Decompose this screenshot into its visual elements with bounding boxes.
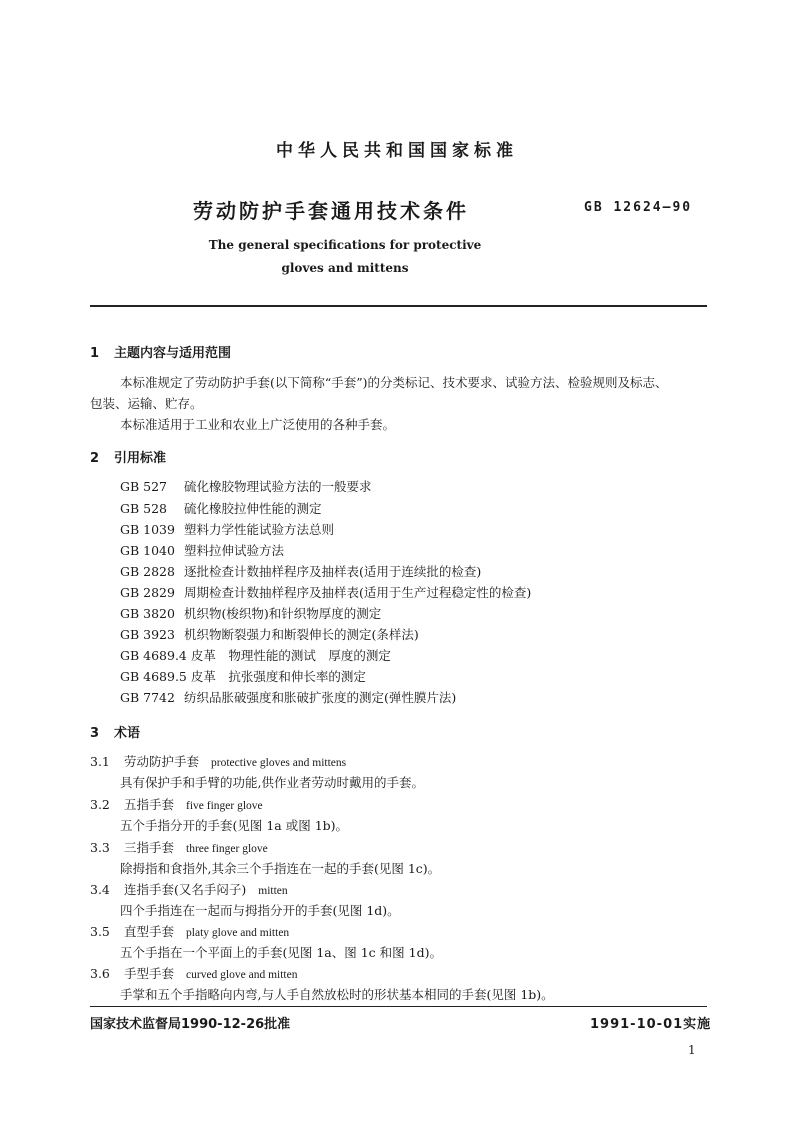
term-heading: 3.2 五指手套 five finger glove	[90, 797, 263, 812]
document-code: GB 12624—90	[584, 200, 693, 215]
term-heading: 3.4 连指手套(又名手闷子) mitten	[90, 882, 288, 897]
english-title-line1: The general specifications for protective	[208, 238, 482, 252]
section-1-paragraph-2: 本标准适用于工业和农业上广泛使用的各种手套。	[120, 417, 396, 432]
section-3-heading	[90, 722, 140, 741]
section-number: 2	[90, 451, 100, 466]
reference-item: GB 3923 机织物断裂强力和断裂伸长的测定(条样法)	[120, 627, 419, 642]
effective-date: 1991-10-01实施	[590, 1017, 712, 1032]
term-heading: 3.3 三指手套 three finger glove	[90, 840, 268, 855]
reference-item: GB 7742 纺织品胀破强度和胀破扩张度的测定(弹性膜片法)	[120, 690, 457, 705]
section-1-heading	[90, 342, 231, 361]
section-title: 引用标准	[114, 451, 167, 466]
term-definition: 五个手指在一个平面上的手套(见图 1a、图 1c 和图 1d)。	[120, 945, 442, 960]
section-number: 1	[90, 346, 100, 361]
term-definition: 四个手指连在一起而与拇指分开的手套(见图 1d)。	[120, 903, 400, 918]
section-title: 主题内容与适用范围	[114, 346, 232, 361]
english-title-line2: gloves and mittens	[281, 261, 409, 275]
term-definition: 除拇指和食指外,其余三个手指连在一起的手套(见图 1c)。	[120, 861, 441, 876]
standard-title: 中华人民共和国国家标准	[276, 141, 518, 161]
header-divider	[90, 305, 707, 307]
reference-item: GB 1040 塑料拉伸试验方法	[120, 543, 285, 558]
document-title: 劳动防护手套通用技术条件	[193, 199, 469, 223]
reference-item: GB 4689.5 皮革 抗张强度和伸长率的测定	[120, 669, 366, 684]
term-heading: 3.5 直型手套 platy glove and mitten	[90, 924, 290, 939]
term-heading: 3.6 手型手套 curved glove and mitten	[90, 966, 298, 981]
footer-divider	[90, 1006, 707, 1007]
approval-note: 国家技术监督局1990-12-26批准	[90, 1017, 291, 1032]
reference-item: GB 2828 逐批检查计数抽样程序及抽样表(适用于连续批的检查)	[120, 564, 482, 579]
term-definition: 具有保护手和手臂的功能,供作业者劳动时戴用的手套。	[120, 775, 424, 790]
reference-item: GB 3820 机织物(梭织物)和针织物厚度的测定	[120, 606, 382, 621]
term-definition: 五个手指分开的手套(见图 1a 或图 1b)。	[120, 818, 349, 833]
page-number: 1	[688, 1043, 696, 1057]
reference-item: GB 1039 塑料力学性能试验方法总则	[120, 522, 335, 537]
section-1-paragraph-1-cont: 包装、运输、贮存。	[90, 396, 203, 411]
term-heading: 3.1 劳动防护手套 protective gloves and mittens	[90, 754, 347, 769]
reference-item: GB 528 硫化橡胶拉伸性能的测定	[120, 501, 322, 516]
term-definition: 手掌和五个手指略向内弯,与人手自然放松时的形状基本相同的手套(见图 1b)。	[120, 987, 554, 1002]
reference-item: GB 4689.4 皮革 物理性能的测试 厚度的测定	[120, 648, 391, 663]
section-1-paragraph-1: 本标准规定了劳动防护手套(以下简称“手套”)的分类标记、技术要求、试验方法、检验规则及标志、	[120, 375, 668, 390]
section-number: 3	[90, 726, 100, 741]
reference-item: GB 2829 周期检查计数抽样程序及抽样表(适用于生产过程稳定性的检查)	[120, 585, 532, 600]
section-2-heading	[90, 447, 166, 466]
reference-item: GB 527 硫化橡胶物理试验方法的一般要求	[120, 479, 372, 494]
section-title: 术语	[114, 726, 141, 741]
